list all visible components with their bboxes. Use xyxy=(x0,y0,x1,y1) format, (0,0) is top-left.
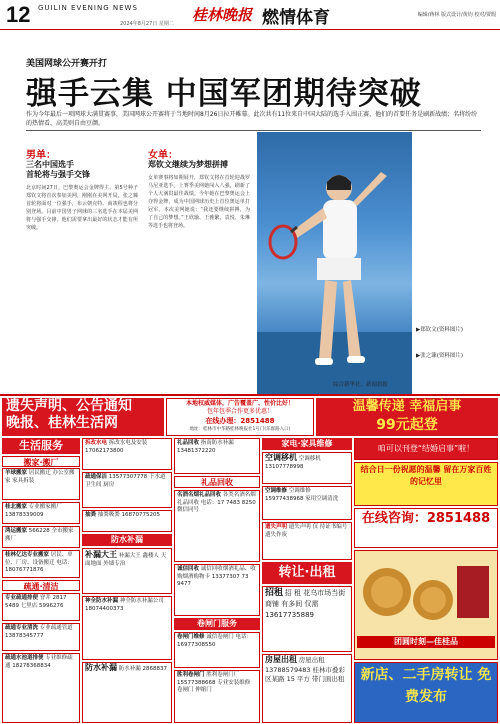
ad-item[interactable]: 房屋出租 房屋出租 13788579483 桂林市叠彩区某路 15 平方 带门面出租 xyxy=(262,654,352,723)
cat-gift: 礼品回收 xyxy=(174,476,260,488)
ad-item[interactable]: 补漏大王 补漏大王 鑫楼人 天面地面 外墙专治 xyxy=(82,548,172,594)
mooncake-icon xyxy=(357,552,493,632)
paper-name: GUILIN EVENING NEWS xyxy=(38,4,138,12)
classified-ads xyxy=(0,394,500,724)
banner-notice-line2: 晚报、桂林生活网 xyxy=(6,415,118,431)
ad-item[interactable]: 疏通保洁 13577307778 下水道 卫生间 厨房 xyxy=(82,472,172,508)
cat-pipe: 疏通·清洁 xyxy=(2,580,80,591)
article-lead: 作为今年最后一项网球大满贯赛事，美国网球公开赛将于当地时间8月26日拉开帷幕。此次共有11位来自中国大陆的选手入围正赛，他们的首要任务是刷新战绩；名将纷纷的热情看，高美则自由豆颜。 xyxy=(26,111,478,127)
ad-item[interactable]: 空调维修 空调维修 15977438968 家用空调清洗 xyxy=(262,486,352,520)
divider xyxy=(26,130,481,131)
issue-date: 2024年8月27日 星期二 xyxy=(120,21,174,27)
photo-caption-1: ▶郑钦文(资料图片) xyxy=(416,327,464,333)
ad-item[interactable]: 疏通专业清洗 专业疏通管道 13878345777 xyxy=(2,623,80,651)
men-subhead-1: 三名中国选手 xyxy=(26,160,74,169)
wedding-blessing-ad[interactable]: 结合日一份祝愿的温馨 留在万家百姓的记忆里 xyxy=(354,462,498,506)
banner-notice-line1: 遗失声明、公告通知 xyxy=(6,398,132,414)
ad-item[interactable]: 桂林亿达专业搬家 居民、单位、厂房、设备搬迁 电话：18076771876 xyxy=(2,550,80,578)
men-section-title: 男单： xyxy=(26,150,56,161)
mooncake-ad[interactable] xyxy=(354,550,498,660)
ad-item[interactable]: 羊球搬家 居民搬迁 办公室搬家 家具拆装 xyxy=(2,468,80,500)
player-illustration xyxy=(257,132,412,394)
ad-item[interactable]: 空调移机 空调移机 13107778998 xyxy=(262,452,352,484)
wedding-notice-ad[interactable]: 咱可以刊登“结婚启事”啦！ xyxy=(354,438,498,460)
photo-caption-2: ▶张之臻(资料图片) xyxy=(416,353,464,359)
cat-waterproof: 防水补漏 xyxy=(82,534,172,546)
secondhand-house-ad[interactable]: 新店、二手房转让 免费发布 xyxy=(354,662,498,723)
ad-item[interactable]: 鸿运搬家 566228 全市搬家搬厂 xyxy=(2,526,80,548)
banner-wedding-line2: 99元起登 xyxy=(376,417,438,433)
cat-appliance: 家电·家具维修 xyxy=(262,438,352,450)
cat-transfer: 转让·出租 xyxy=(262,562,352,584)
online-consult-ad[interactable]: 在线咨询：2851488 xyxy=(354,508,498,548)
ad-item[interactable]: 桂北搬家 专业搬家搬厂 13878339009 xyxy=(2,502,80,524)
paper-logo: 桂林晚报 xyxy=(192,6,253,24)
ad-item[interactable]: 诚信回收 诚信回收烟酒礼品、收购烟酒购物卡 13377307 73 9477 xyxy=(174,564,260,616)
ad-item[interactable]: 名酒名烟礼品回收 各类名酒名烟礼品回收 电话：17 7483 8250 微信同号 xyxy=(174,490,260,562)
ad-item[interactable]: 礼品回收 指南防水补漏 13481372220 xyxy=(174,438,260,474)
ad-item[interactable]: 遗失声明 遗失声明 仅 持证书编号 遗失作废 xyxy=(262,522,352,560)
ad-item[interactable]: 卷闸门维修 诚信卷闸门 电话：16977308550 xyxy=(174,632,260,668)
ad-item[interactable]: 拆改水电 拆改水电及安装 17062173800 xyxy=(82,438,172,470)
cat-moving: 搬家·搬厂 xyxy=(2,456,80,467)
men-body: 北京时间27日，巴黎奥运会金牌得主、第5号种子郑钦文将首次参加美网，刚刚在美网开局。张之臻首轮将面对一位强手，布云朝克特、商竣程也将分别登场。目前中国男子网球的三名选手在本届美网将与强手交锋，他们需要拿出最好的状态才能有所突破。 xyxy=(26,185,138,231)
women-section-title: 女单： xyxy=(148,150,178,161)
banner-wedding-line1: 温馨传递 幸福启事 xyxy=(352,399,462,414)
ad-item[interactable]: 招租 招 租 花乌市场当街 商铺 有多间 仅需 13617735889 xyxy=(262,586,352,652)
article-kicker: 美国网球公开赛开打 xyxy=(26,59,108,69)
article-byline: 综合新华社、新闻晨报 xyxy=(333,382,389,388)
ad-item[interactable]: 防水补漏 防水补漏 2868837 xyxy=(82,662,172,723)
banner-media[interactable] xyxy=(166,398,314,436)
women-subhead: 郑钦文继续为梦想拼搏 xyxy=(148,160,228,169)
ad-item[interactable]: 抽粪 抽粪吸粪 16870775205 xyxy=(82,510,172,532)
page-header xyxy=(0,0,500,30)
editor-credits: 编辑/蒋林 版式设计/黄钧 校对/贾瑕 xyxy=(417,12,496,18)
ad-item[interactable]: 神全防水补漏 神全防水补漏公司 18074400373 xyxy=(82,596,172,660)
article-headline: 强手云集 中国军团期待突破 xyxy=(26,76,422,112)
banner-notice[interactable] xyxy=(2,398,164,436)
men-subhead-2: 首轮将与强手交锋 xyxy=(26,170,90,179)
banner-media-line3: 在线办理：2851488 xyxy=(205,417,275,425)
banner-wedding[interactable] xyxy=(316,398,498,436)
tennis-photo xyxy=(257,132,412,394)
ad-item[interactable]: 胜利卷闸门 胜利卷闸门厂 15577388668 专业安装维修 卷闸门 伸缩门 xyxy=(174,670,260,723)
women-body: 女单赛事将如期展开，郑钦文将在首轮迎战罗马尼亚选手。上赛季美网她闯入八强，刷新了个人大满贯最佳战绩。今年她在巴黎奥运会上夺得金牌，成为中国网球历史上首位奥运单打冠军。本次美网她说：“我还要继续拼搏，为了自己的梦想。”王欣瑜、王雅繁、袁悦、朱琳等选手也将登场。 xyxy=(148,175,250,229)
ad-item[interactable]: 专业疏通排便 窨井 2817 5489 七里店 5996276 xyxy=(2,593,80,621)
cat-life-service: 生活服务 xyxy=(2,438,80,454)
banner-media-line2: 包年包季合作更多优惠！ xyxy=(206,408,273,415)
main-article xyxy=(0,30,500,394)
ad-item[interactable]: 疏通水池道排便 专业维修疏通 18278368834 xyxy=(2,653,80,723)
banner-media-line4: 地址：桂林市中华路桂林晚报社1号门(乐群路入口) xyxy=(189,427,291,432)
banner-media-line1: 本地权威媒体，广告覆盖广、性价比好！ xyxy=(185,400,294,407)
section-title: 燃情体育 xyxy=(262,8,330,28)
mooncake-title: 团圆时刻—佳桂品 xyxy=(357,636,495,648)
page-number: 12 xyxy=(6,2,31,27)
cat-rolling-door: 卷闸门服务 xyxy=(174,618,260,630)
